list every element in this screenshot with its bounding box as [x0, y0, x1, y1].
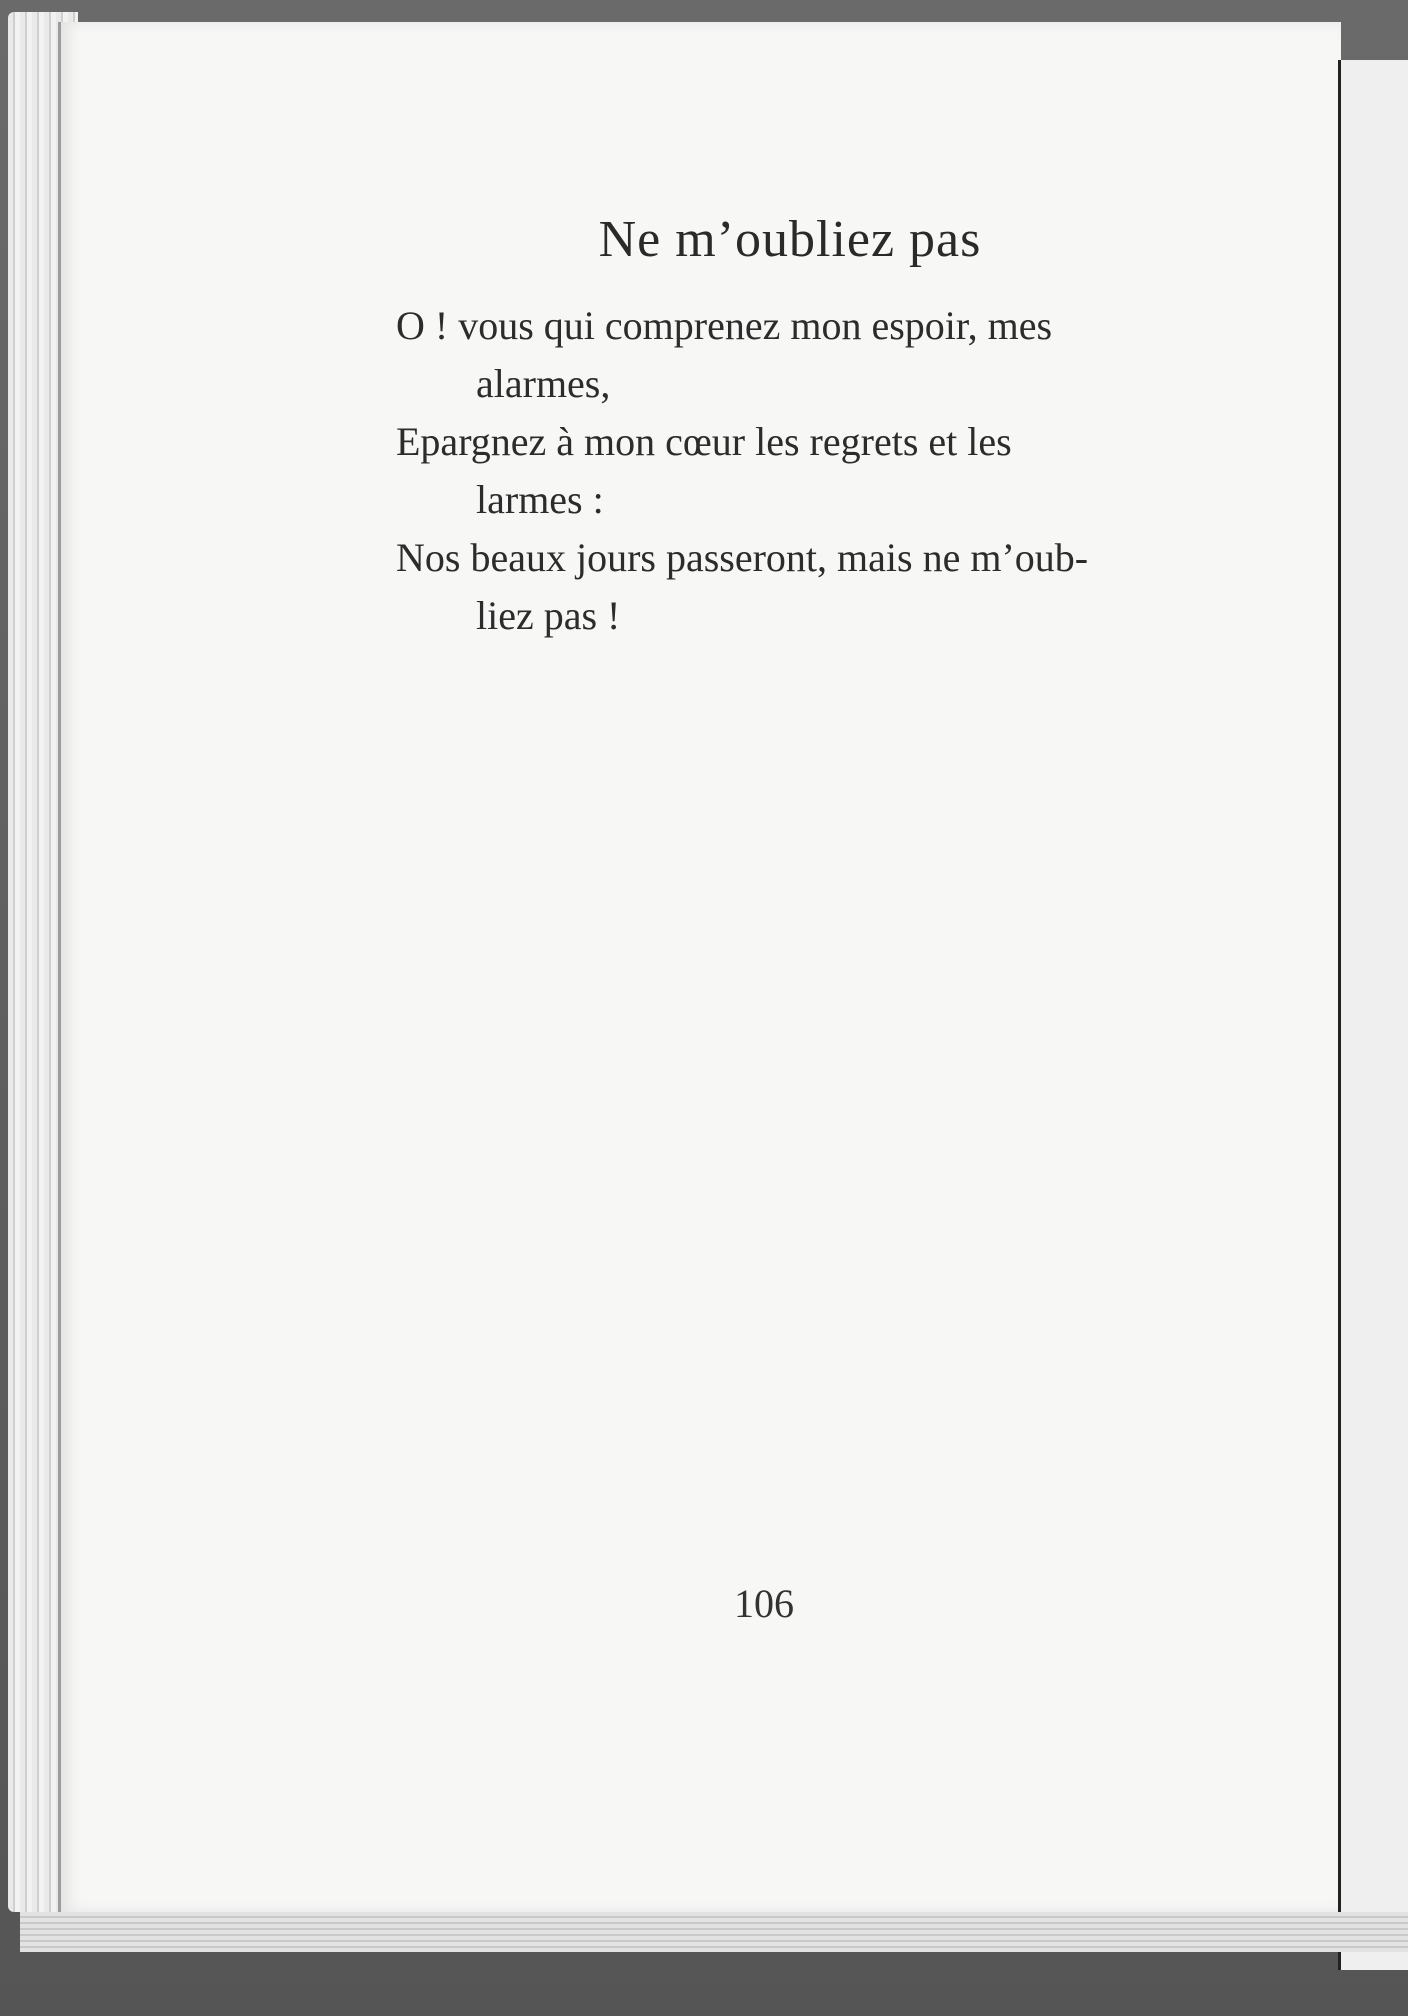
poem-line-2: Epargnez à mon cœur les regrets et les: [396, 419, 1012, 464]
poem-line-2-continuation: larmes :: [476, 477, 604, 522]
adjacent-page: [1338, 60, 1408, 1970]
poem-body: [396, 298, 1196, 646]
poem-title: Ne m’oubliez pas: [598, 211, 982, 268]
poem-line-3: Nos beaux jours passeront, mais ne m’oub-: [396, 535, 1089, 580]
poem-line-3-continuation: liez pas !: [476, 593, 621, 638]
poem-line-1: O ! vous qui comprenez mon espoir, mes: [396, 303, 1053, 348]
page-edges-bottom: [20, 1912, 1408, 1952]
page-number: 106: [734, 1581, 794, 1626]
poem-line-1-continuation: alarmes,: [476, 361, 611, 406]
